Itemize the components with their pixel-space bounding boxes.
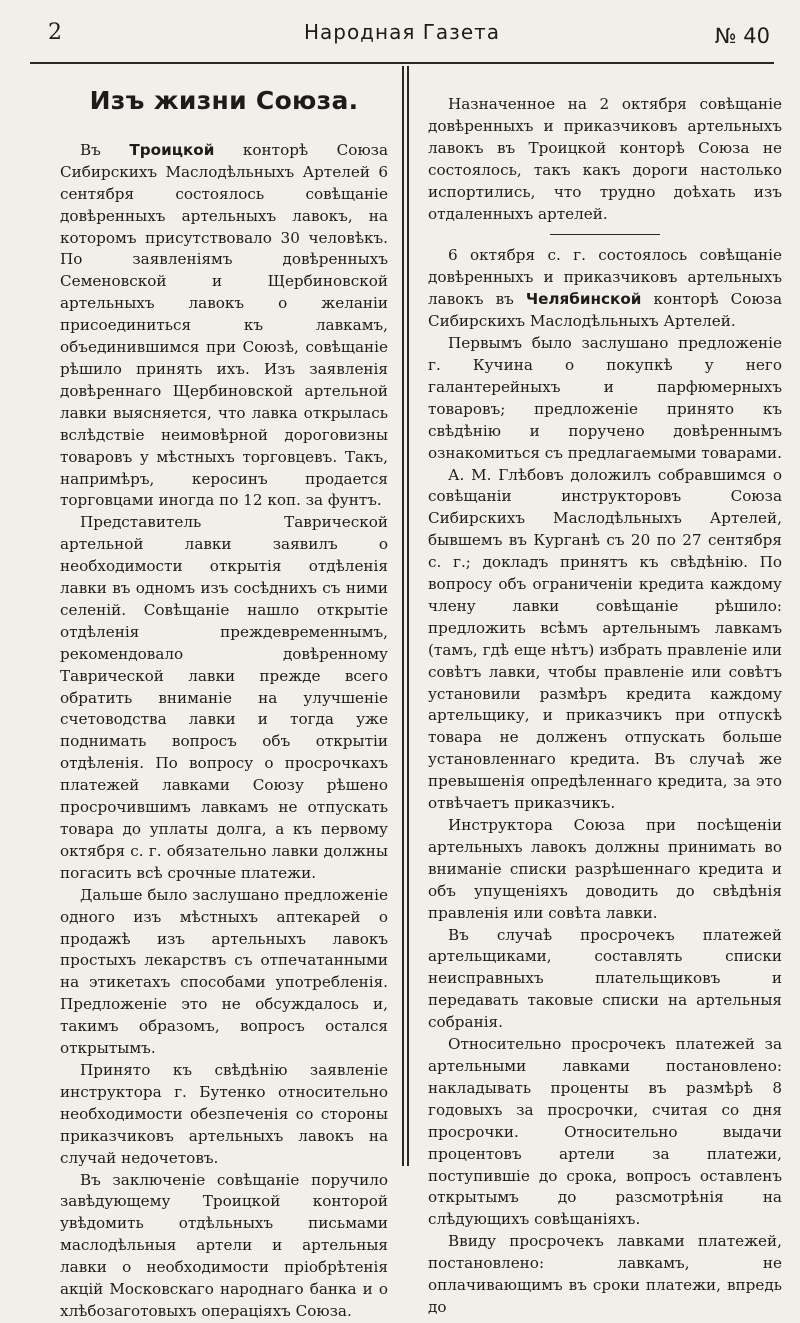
paragraph: Ввиду просрочекъ лавками платежей, постановлено: лавкамъ, не оплачивающимъ въ сроки платежи, впредь до xyxy=(428,1232,782,1316)
page-number: 2 xyxy=(48,20,62,45)
header-rule xyxy=(30,62,774,64)
paragraph-text: 6 октября с. г. состоялось совѣщаніе довѣренныхъ и приказчиковъ артельныхъ лавокъ въ xyxy=(428,246,782,309)
paragraph: Въ заключеніе совѣщаніе поручило завѣдующему Троицкой конторой увѣдомить отдѣльныхъ письмами маслодѣльныя артели и артельныя лавки о необходимости пріобрѣтенія акцій Московскаго народнаго банка и о хлѣбозаготовыхъ операціяхъ Союза. xyxy=(60,1170,388,1320)
paragraph: Инструктора Союза при посѣщеніи артельныхъ лавокъ должны принимать во вниманіе списки разрѣшеннаго кредита и объ упущеніяхъ доводить до свѣдѣнія правленія или совѣта лавки. xyxy=(428,816,782,922)
place-name-emphasis: Челябинской xyxy=(525,290,642,309)
paragraph xyxy=(60,140,388,512)
paragraph: Первымъ было заслушано предложеніе г. Кучина о покупкѣ у него галантерейныхъ и парфюмерныхъ товаровъ; предложеніе принято къ свѣдѣнію и поручено довѣреннымъ ознакомиться съ предлагаемыми товарами. xyxy=(428,334,782,462)
paragraph: Принято къ свѣдѣнію заявленіе инструктора г. Бутенко относительно необходимости обезпеченія со стороны приказчиковъ артельныхъ лавокъ на случай недочетовъ. xyxy=(60,1060,388,1167)
issue-number: № 40 xyxy=(714,24,770,48)
paragraph xyxy=(428,245,782,333)
column-divider xyxy=(402,66,404,1166)
place-name-emphasis: Троицкой xyxy=(129,140,215,159)
paragraph-text: конторѣ Союза Сибирскихъ Маслодѣльныхъ Артелей 6 сентября состоялось совѣщаніе довѣренныхъ артельныхъ лавокъ, на которомъ присутствовало 30 человѣкъ. По заявленіямъ довѣренныхъ Семеновской и Щербиновской артельныхъ лавокъ о желаніи присоединиться къ лавкамъ, объединившимся при Союзѣ, совѣщаніе рѣшило принять ихъ. Изъ заявленія довѣреннаго Щербиновской артельной лавки выясняется, что лавка открылась вслѣдствіе неимовѣрной дороговизны товаровъ у мѣстныхъ торговцевъ. Такъ, напримѣръ, керосинъ продается торговцами иногда по 12 коп. за фунтъ. xyxy=(60,140,389,510)
paragraph: Въ случаѣ просрочекъ платежей артельщиками, составлять списки неисправныхъ плательщиковъ и передавать таковые списки на артельныя собранія. xyxy=(428,925,782,1032)
column-divider xyxy=(407,66,409,1166)
paragraph: Относительно просрочекъ платежей за артельными лавками постановлено: накладывать проценты въ размѣрѣ 8 годовыхъ за просрочки, считая со дня просрочки. Относительно выдачи процентовъ артели за платежи, поступившіе до срока, вопросъ оставленъ открытымъ до разсмотрѣнія на слѣдующихъ совѣщаніяхъ. xyxy=(428,1035,782,1229)
right-column xyxy=(428,94,782,1319)
paragraph: А. М. Глѣбовъ доложилъ собравшимся о совѣщаніи инструкторовъ Союза Сибирскихъ Маслодѣльныхъ Артелей, бывшемъ въ Курганѣ съ 20 по 27 сентября с. г.; докладъ принятъ къ свѣдѣнію. По вопросу объ ограниченіи кредита каждому члену лавки совѣщаніе рѣшило: предложить всѣмъ артельнымъ лавкамъ (тамъ, гдѣ еще нѣтъ) избрать правленіе или совѣтъ лавки, чтобы правленіе или совѣтъ установили размѣръ кредита каждому артельщику, и приказчикъ при отпускѣ товара не долженъ отпускать больше установленнаго кредита. Въ случаѣ же превышенія опредѣленнаго кредита, за это отвѣчаетъ приказчикъ. xyxy=(428,465,782,813)
paragraph-text: Въ xyxy=(80,140,130,159)
left-column xyxy=(60,86,389,1323)
paragraph: Представитель Таврической артельной лавки заявилъ о необходимости открытія отдѣленія лавки въ одномъ изъ сосѣднихъ съ ними селеній. Совѣщаніе нашло открытіе отдѣленія преждевременнымъ, рекомендовало довѣренному Таврической лавки прежде всего обратить вниманіе на улучшеніе счетоводства лавки и тогда уже поднимать вопросъ объ открытіи отдѣленія. По вопросу о просрочкахъ платежей лавками Союзу рѣшено просрочившимъ лавкамъ не отпускать товара до уплаты долга, а къ первому октября с. г. обязательно лавки должны погасить всѣ срочные платежи. xyxy=(60,513,388,882)
paragraph: Дальше было заслушано предложеніе одного изъ мѣстныхъ аптекарей о продажѣ изъ артельныхъ лавокъ простыхъ лекарствъ съ отпечатанными на этикетахъ способами употребленія. Предложеніе это не обсуждалось и, такимъ образомъ, вопросъ остался открытымъ. xyxy=(60,885,388,1058)
paragraph: Назначенное на 2 октября совѣщаніе довѣренныхъ и приказчиковъ артельныхъ лавокъ въ Троицкой конторѣ Союза не состоялось, такъ какъ дороги настолько испортились, что трудно доѣхать изъ отдаленныхъ артелей. xyxy=(428,95,782,223)
section-divider xyxy=(550,234,660,235)
masthead-title: Народная Газета xyxy=(303,20,501,44)
page-header xyxy=(30,12,774,56)
article-title: Изъ жизни Союза. xyxy=(89,86,359,115)
paragraph-text: конторѣ Союза Сибирскихъ Маслодѣльныхъ Артелей. xyxy=(428,290,783,331)
